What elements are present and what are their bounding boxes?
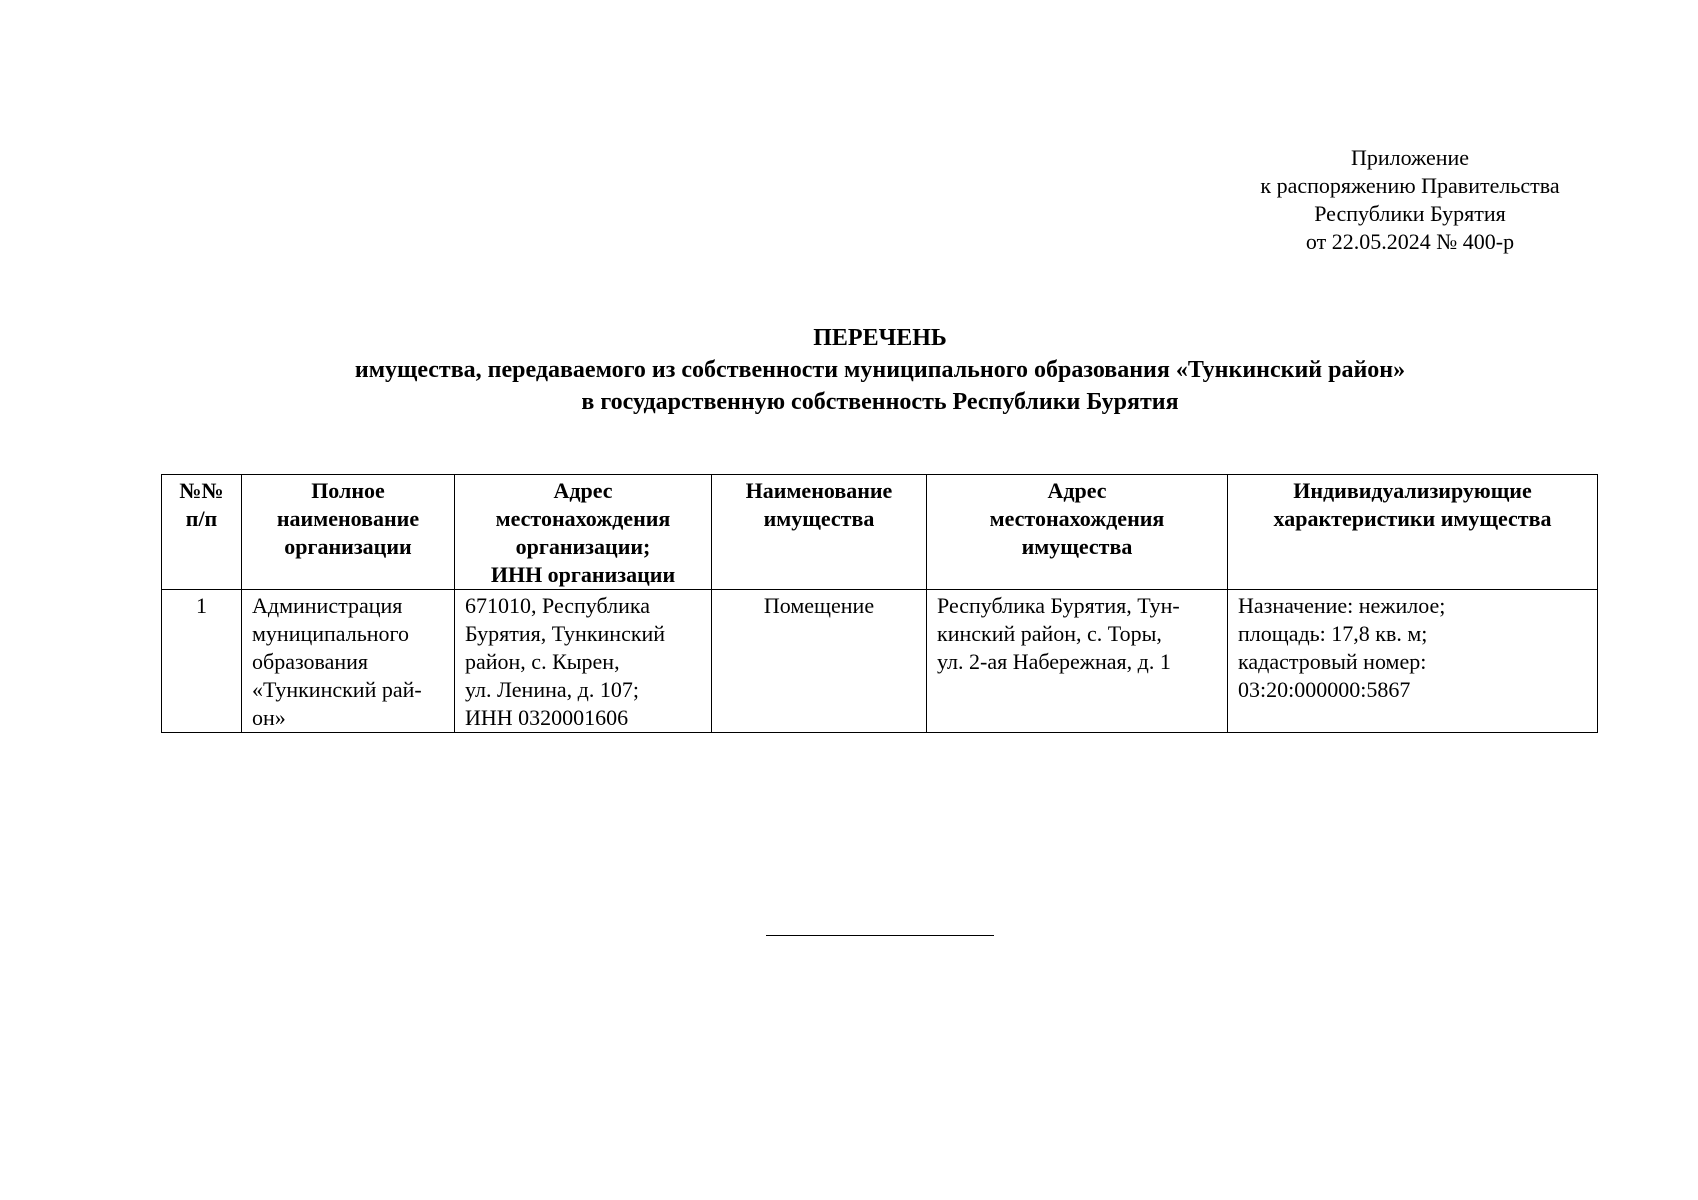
header-text: №№ bbox=[179, 478, 224, 503]
header-property-name bbox=[712, 475, 927, 590]
cell-property-name bbox=[712, 590, 927, 733]
title-line-2: в государственную собственность Республики Бурятия bbox=[581, 389, 1179, 415]
header-text: Адрес bbox=[1047, 478, 1107, 503]
cell-text: Бурятия, Тункинский bbox=[465, 621, 666, 646]
header-property-address bbox=[927, 475, 1228, 590]
appendix-line: Республики Бурятия bbox=[1314, 201, 1506, 226]
header-text: Полное bbox=[311, 478, 385, 503]
cell-text: Назначение: нежилое; bbox=[1238, 593, 1446, 618]
table-row bbox=[162, 590, 1598, 733]
header-text: ИНН организации bbox=[490, 562, 676, 587]
cell-text: район, с. Кырен, bbox=[465, 649, 620, 674]
header-text: имущества bbox=[763, 506, 875, 531]
header-text: Наименование bbox=[745, 478, 893, 503]
header-organization bbox=[242, 475, 455, 590]
cell-text: Администрация bbox=[252, 593, 403, 618]
header-text: местонахождения bbox=[989, 506, 1165, 531]
title-line-1: имущества, передаваемого из собственности муниципального образования «Тункинский район» bbox=[354, 357, 1406, 383]
property-table bbox=[161, 474, 1598, 733]
header-characteristics bbox=[1228, 475, 1598, 590]
cell-property-address bbox=[927, 590, 1228, 733]
appendix-line: Приложение bbox=[1350, 145, 1470, 170]
cell-text: ул. Ленина, д. 107; bbox=[465, 677, 639, 702]
cell-text: Республика Бурятия, Тун- bbox=[937, 593, 1180, 618]
cell-org-address bbox=[455, 590, 712, 733]
header-text: характеристики имущества bbox=[1273, 506, 1552, 531]
header-text: наименование bbox=[276, 506, 420, 531]
header-text: п/п bbox=[185, 506, 218, 531]
cell-text: 671010, Республика bbox=[465, 593, 651, 618]
cell-text: кинский район, с. Торы, bbox=[937, 621, 1162, 646]
cell-text: муниципального bbox=[252, 621, 410, 646]
header-text: Адрес bbox=[553, 478, 613, 503]
document-title bbox=[160, 322, 1600, 418]
appendix-line: от 22.05.2024 № 400-р bbox=[1305, 229, 1515, 254]
title-heading: ПЕРЕЧЕНЬ bbox=[813, 325, 947, 351]
closing-divider bbox=[766, 935, 994, 936]
cell-text: ул. 2-ая Набережная, д. 1 bbox=[937, 649, 1171, 674]
cell-text: он» bbox=[252, 705, 286, 730]
header-text: местонахождения bbox=[495, 506, 671, 531]
cell-text: 03:20:000000:5867 bbox=[1238, 677, 1411, 702]
appendix-block bbox=[1230, 144, 1590, 256]
cell-text: кадастровый номер: bbox=[1238, 649, 1427, 674]
appendix-line: к распоряжению Правительства bbox=[1260, 173, 1560, 198]
header-org-address bbox=[455, 475, 712, 590]
cell-text: ИНН 0320001606 bbox=[465, 705, 629, 730]
cell-text: Помещение bbox=[763, 593, 875, 618]
header-text: организации; bbox=[515, 534, 651, 559]
header-text: Индивидуализирующие bbox=[1293, 478, 1532, 503]
header-text: имущества bbox=[1021, 534, 1133, 559]
cell-text: «Тункинский рай- bbox=[252, 677, 422, 702]
cell-characteristics bbox=[1228, 590, 1598, 733]
header-num bbox=[162, 475, 242, 590]
cell-text: площадь: 17,8 кв. м; bbox=[1238, 621, 1428, 646]
cell-num: 1 bbox=[162, 590, 242, 733]
header-text: организации bbox=[284, 534, 412, 559]
table-header-row bbox=[162, 475, 1598, 590]
cell-organization bbox=[242, 590, 455, 733]
cell-text: образования bbox=[252, 649, 369, 674]
